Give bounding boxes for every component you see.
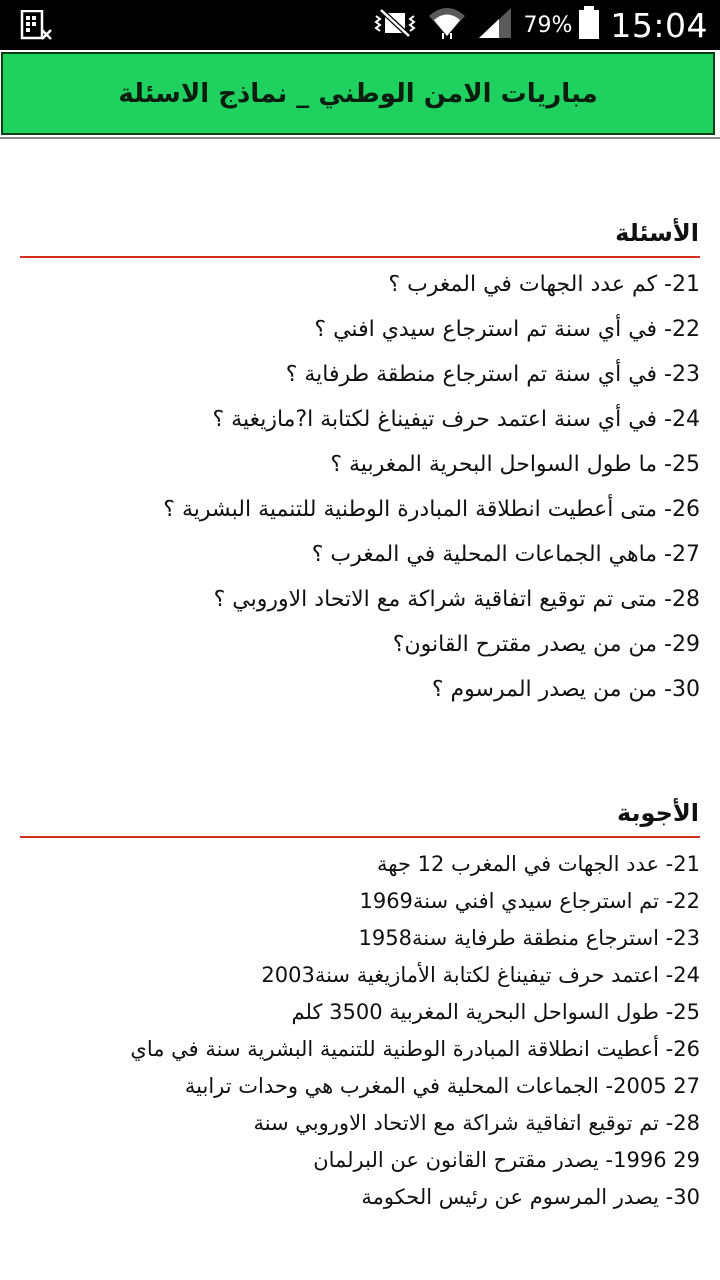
battery-icon: [578, 6, 600, 44]
answer-item: 27 2005- الجماعات المحلية في المغرب هي وحدات ترابية: [184, 1074, 700, 1098]
questions-title: الأسئلة: [615, 219, 699, 247]
screenshot-icon: [20, 10, 54, 42]
question-item: 21- كم عدد الجهات في المغرب ؟: [388, 272, 700, 297]
answer-item: 29 1996- يصدر مقترح القانون عن البرلمان: [313, 1148, 700, 1172]
title-divider: [0, 137, 720, 139]
answers-list: [20, 846, 700, 1216]
answer-item: 26- أعطيت انطلاقة المبادرة الوطنية للتنمية البشرية سنة في ماي: [130, 1037, 700, 1061]
questions-divider: [20, 256, 700, 258]
question-item: 26- متى أعطيت انطلاقة المبادرة الوطنية للتنمية البشرية ؟: [163, 497, 700, 522]
answer-item: 22- تم استرجاع سيدي افني سنة1969: [359, 889, 700, 913]
questions-list: [20, 262, 700, 712]
signal-icon: [477, 6, 513, 44]
clock: 15:04: [610, 5, 708, 45]
app-title-bar: [1, 52, 715, 135]
question-item: 23- في أي سنة تم استرجاع منطقة طرفاية ؟: [285, 362, 700, 387]
battery-percent: 79%: [523, 12, 573, 38]
question-item: 27- ماهي الجماعات المحلية في المغرب ؟: [311, 542, 700, 567]
question-item: 29- من من يصدر مقترح القانون؟: [392, 632, 700, 657]
status-bar: [0, 0, 720, 50]
question-item: 22- في أي سنة تم استرجاع سيدي افني ؟: [314, 317, 700, 342]
questions-section: [20, 212, 700, 712]
vibrate-mute-icon: [373, 8, 417, 42]
answer-item: 25- طول السواحل البحرية المغربية 3500 كلم: [291, 1000, 700, 1024]
question-item: 28- متى تم توقيع اتفاقية شراكة مع الاتحاد الاوروبي ؟: [213, 587, 700, 612]
answers-divider: [20, 836, 700, 838]
answer-item: 24- اعتمد حرف تيفيناغ لكتابة الأمازيغية سنة2003: [261, 963, 700, 987]
answer-item: 30- يصدر المرسوم عن رئيس الحكومة: [361, 1185, 700, 1209]
answer-item: 21- عدد الجهات في المغرب 12 جهة: [377, 852, 700, 876]
app-title: مباريات الامن الوطني _ نماذج الاسئلة: [118, 78, 598, 109]
wifi-icon: [427, 6, 467, 44]
answers-section: [20, 792, 700, 1216]
question-item: 24- في أي سنة اعتمد حرف تيفيناغ لكتابة ا?مازيغية ؟: [212, 407, 700, 432]
answers-title: الأجوبة: [616, 799, 699, 827]
question-item: 25- ما طول السواحل البحرية المغربية ؟: [330, 452, 700, 477]
answer-item: 23- استرجاع منطقة طرفاية سنة1958: [358, 926, 700, 950]
question-item: 30- من من يصدر المرسوم ؟: [431, 677, 700, 702]
answer-item: 28- تم توقيع اتفاقية شراكة مع الاتحاد الاوروبي سنة: [253, 1111, 700, 1135]
